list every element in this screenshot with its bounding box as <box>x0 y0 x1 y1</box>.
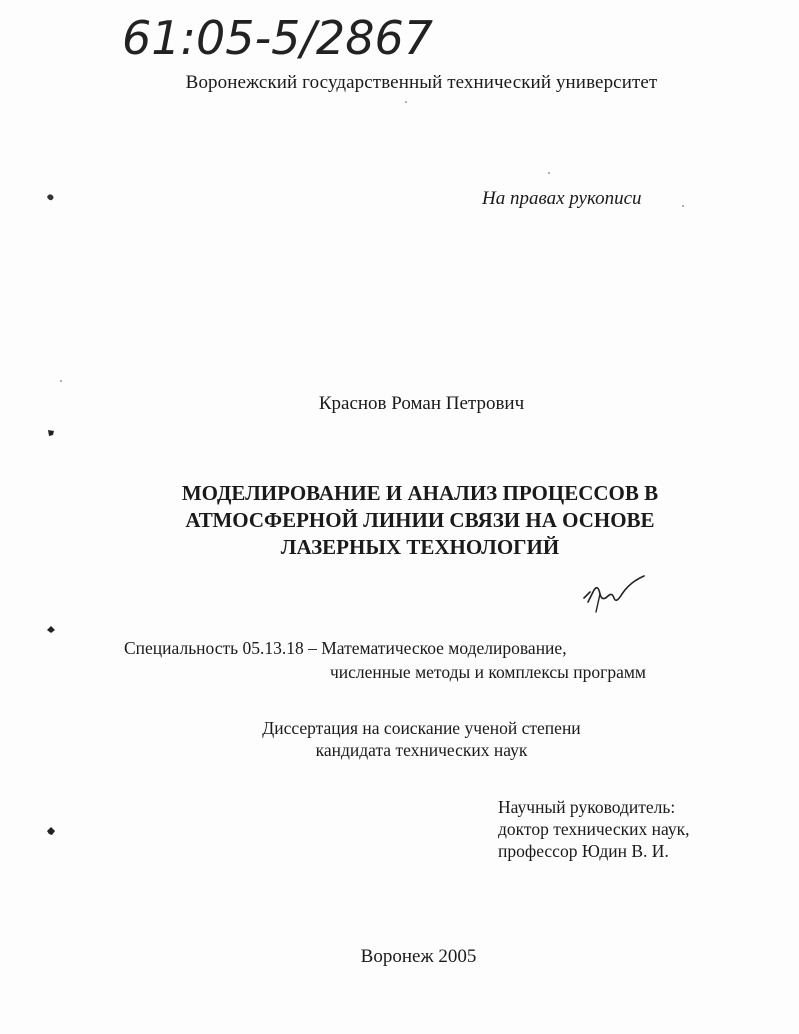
dissertation-title <box>150 480 690 561</box>
specialty-block <box>124 636 646 684</box>
binding-hole-mark <box>46 624 56 634</box>
binding-hole-mark <box>46 427 56 437</box>
degree-line: кандидата технических наук <box>315 740 528 760</box>
city-year: Воронеж 2005 <box>360 946 477 967</box>
title-line: АТМОСФЕРНОЙ ЛИНИИ СВЯЗИ НА ОСНОВЕ <box>185 508 655 532</box>
scan-speck <box>548 172 550 174</box>
signature-mark <box>578 572 650 620</box>
specialty-line: численные методы и комплексы программ <box>330 662 646 682</box>
title-line: ЛАЗЕРНЫХ ТЕХНОЛОГИЙ <box>280 535 560 559</box>
university-name: Воронежский государственный технический университет <box>185 72 658 93</box>
supervisor-degree: доктор технических наук, <box>498 819 690 839</box>
supervisor-block <box>498 796 690 862</box>
dissertation-degree <box>0 717 799 761</box>
binding-hole-mark <box>46 826 56 836</box>
archive-number-text: 61:05-5/2867 <box>122 11 433 65</box>
archive-number <box>122 8 512 68</box>
scan-speck <box>405 101 407 103</box>
specialty-line: Специальность 05.13.18 – Математическое моделирование, <box>124 638 567 658</box>
supervisor-label: Научный руководитель: <box>498 797 676 817</box>
scan-speck <box>682 205 684 207</box>
rights-note: На правах рукописи <box>482 188 642 209</box>
degree-line: Диссертация на соискание ученой степени <box>262 718 581 738</box>
scan-speck <box>60 380 62 382</box>
supervisor-name: профессор Юдин В. И. <box>498 841 669 861</box>
binding-hole-mark <box>46 192 56 202</box>
author-name: Краснов Роман Петрович <box>318 393 525 414</box>
title-line: МОДЕЛИРОВАНИЕ И АНАЛИЗ ПРОЦЕССОВ В <box>181 481 659 505</box>
